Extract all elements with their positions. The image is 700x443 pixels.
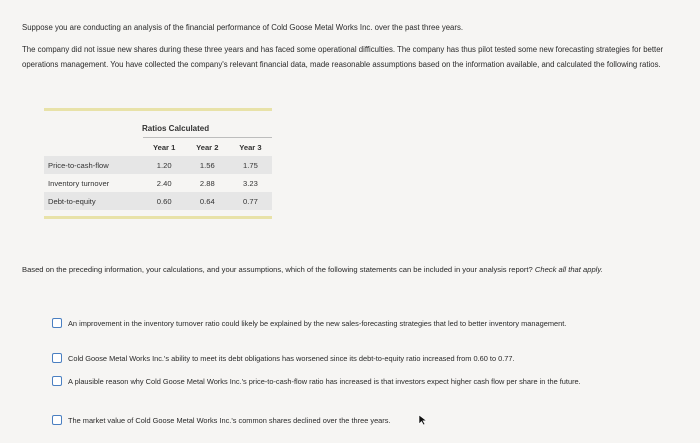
row-label: Price-to-cash-flow [48,160,109,170]
option-label: An improvement in the inventory turnover ratio could likely be explained by the new sales-forecasting strategies that led to better inventory management. [68,319,567,328]
col-header-year-2: Year 2 [186,138,229,157]
intro-paragraph-1: Suppose you are conducting an analysis of the financial performance of Cold Goose Metal Works Inc. over the past three years. [22,23,464,32]
cell-value: 2.88 [199,178,215,188]
cell-value: 1.56 [199,160,215,170]
option-label: A plausible reason why Cold Goose Metal Works Inc.'s price-to-cash-flow ratio has increased is that investors expect higher cash flow per share in the future. [68,377,581,386]
cell-value: 0.64 [199,196,215,206]
table-bottom-rule [44,216,272,219]
row-label: Inventory turnover [48,178,110,188]
intro-paragraph-2: The company did not issue new shares during these three years and has faced some operational difficulties. The company has thus pilot tested some new forecasting strategies for better operations management. You have collected the company's relevant financial data, made reasonable assumptions based on the information available, and calculated the following ratios. [22,45,664,69]
checkbox[interactable] [52,376,62,386]
cell-value: 1.75 [243,160,258,170]
col-header-year-1: Year 1 [143,138,186,157]
ratios-table [44,108,272,219]
question-prompt: Based on the preceding information, your calculations, and your assumptions, which of the following statements can be included in your analysis report? [22,265,535,274]
checkbox[interactable] [52,318,62,328]
table-row [44,156,272,174]
cell-value: 0.77 [243,196,258,206]
option-inventory-turnover[interactable] [52,316,652,331]
cell-value: 2.40 [156,178,172,188]
option-market-value[interactable] [52,413,652,428]
option-price-to-cash-flow[interactable] [52,374,652,389]
checkbox[interactable] [52,353,62,363]
option-debt-obligations[interactable] [52,351,652,366]
col-header-year-3: Year 3 [229,138,272,157]
cell-value: 1.20 [156,160,172,170]
option-label: Cold Goose Metal Works Inc.'s ability to meet its debt obligations has worsened since its debt-to-equity ratio increased from 0.60 to 0.77. [68,354,515,363]
cell-value: 3.23 [243,178,258,188]
cell-value: 0.60 [156,196,172,206]
row-label: Debt-to-equity [48,196,96,206]
mouse-pointer-icon [418,414,428,426]
question-hint: Check all that apply. [534,265,603,274]
option-label: The market value of Cold Goose Metal Works Inc.'s common shares declined over the three years. [68,416,391,425]
table-header-blank [44,138,143,157]
table-row [44,192,272,210]
checkbox[interactable] [52,415,62,425]
table-caption: Ratios Calculated [142,123,210,133]
question-text [22,262,672,277]
table-top-rule [44,108,272,111]
table-row [44,174,272,192]
